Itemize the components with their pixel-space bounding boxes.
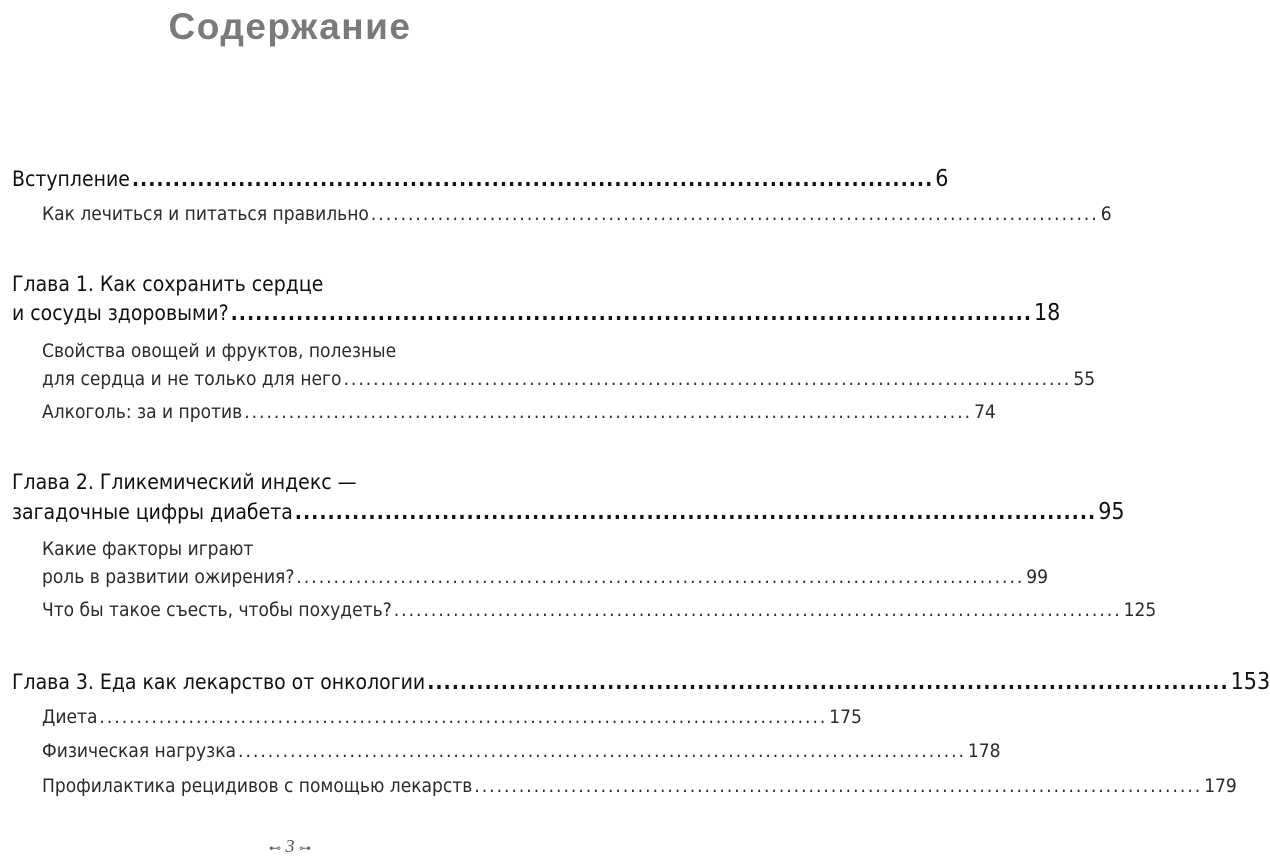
leader-dots: .................................................................................................. — [131, 167, 934, 191]
toc-page-number: 95 — [1098, 499, 1125, 525]
toc-entry-section — [42, 775, 1237, 797]
toc-page-number: 99 — [1026, 566, 1049, 588]
toc-entry-section — [42, 401, 996, 423]
toc-entry-title: Алкоголь: за и против — [42, 401, 243, 423]
page-title: Содержание — [168, 6, 412, 47]
toc-entry-section — [42, 706, 862, 728]
leader-dots: .................................................................................................. — [296, 566, 1025, 588]
toc-entry-chapter-1 — [12, 300, 1061, 326]
leader-dots: .................................................................................................. — [370, 203, 1099, 225]
toc-page-number: 55 — [1073, 368, 1096, 390]
leader-dots: .................................................................................................. — [230, 301, 1033, 325]
toc-page-number: 74 — [974, 401, 996, 423]
toc-chapter-1-line1: Глава 1. Как сохранить сердце — [12, 272, 324, 296]
toc-entry-title: Физическая нагрузка — [42, 740, 237, 762]
toc-entry-section — [42, 599, 1157, 621]
leader-dots: .................................................................................................. — [427, 670, 1229, 694]
toc-page-number: 125 — [1123, 599, 1157, 621]
toc-chapter-2-line1: Глава 2. Гликемический индекс — — [12, 470, 357, 494]
toc-entry-section — [42, 368, 1096, 390]
toc-entry-title: для сердца и не только для него — [42, 368, 342, 390]
toc-entry-title: Что бы такое съесть, чтобы похудеть? — [42, 599, 392, 621]
toc-entry-title: Глава 3. Еда как лекарство от онкологии — [12, 670, 426, 694]
toc-entry-section — [42, 740, 1001, 762]
toc-section-line1: Свойства овощей и фруктов, полезные — [42, 340, 397, 362]
toc-entry-chapter-3 — [12, 669, 1270, 695]
toc-entry-title: Профилактика рецидивов с помощью лекарств — [42, 775, 473, 797]
leader-dots: .................................................................................................. — [343, 368, 1072, 390]
toc-page-number: 178 — [967, 740, 1001, 762]
toc-entry-title: загадочные цифры диабета — [12, 500, 293, 524]
toc-entry-title: Диета — [42, 706, 98, 728]
toc-entry-section — [42, 203, 1112, 225]
toc-page-number: 6 — [935, 166, 949, 192]
toc-page-number: 179 — [1204, 775, 1237, 797]
leader-dots: .................................................................................................. — [99, 706, 828, 728]
leader-dots: .................................................................................................. — [244, 401, 973, 423]
toc-entry-section — [42, 566, 1049, 588]
toc-entry-title: роль в развитии ожирения? — [42, 566, 295, 588]
toc-entry-title: и сосуды здоровыми? — [12, 301, 229, 325]
toc-page-number: 18 — [1034, 300, 1061, 326]
page-folio — [0, 836, 580, 857]
toc-page-number: 6 — [1100, 203, 1112, 225]
leader-dots: .................................................................................................. — [294, 500, 1097, 524]
page-number: 3 — [285, 836, 295, 856]
toc-entry-introduction — [12, 166, 949, 192]
toc-page-number: 175 — [829, 706, 862, 728]
toc-entry-title: Вступление — [12, 167, 130, 191]
leader-dots: .................................................................................................. — [474, 775, 1203, 797]
ornament-right-icon: ⊶ — [299, 841, 311, 855]
toc-entry-title: Как лечиться и питаться правильно — [42, 203, 369, 225]
toc-page-number: 153 — [1230, 669, 1270, 695]
leader-dots: .................................................................................................. — [393, 599, 1122, 621]
ornament-left-icon: ⊷ — [269, 841, 281, 855]
toc-section-line1: Какие факторы играют — [42, 538, 254, 560]
leader-dots: .................................................................................................. — [238, 740, 966, 762]
toc-entry-chapter-2 — [12, 499, 1125, 525]
